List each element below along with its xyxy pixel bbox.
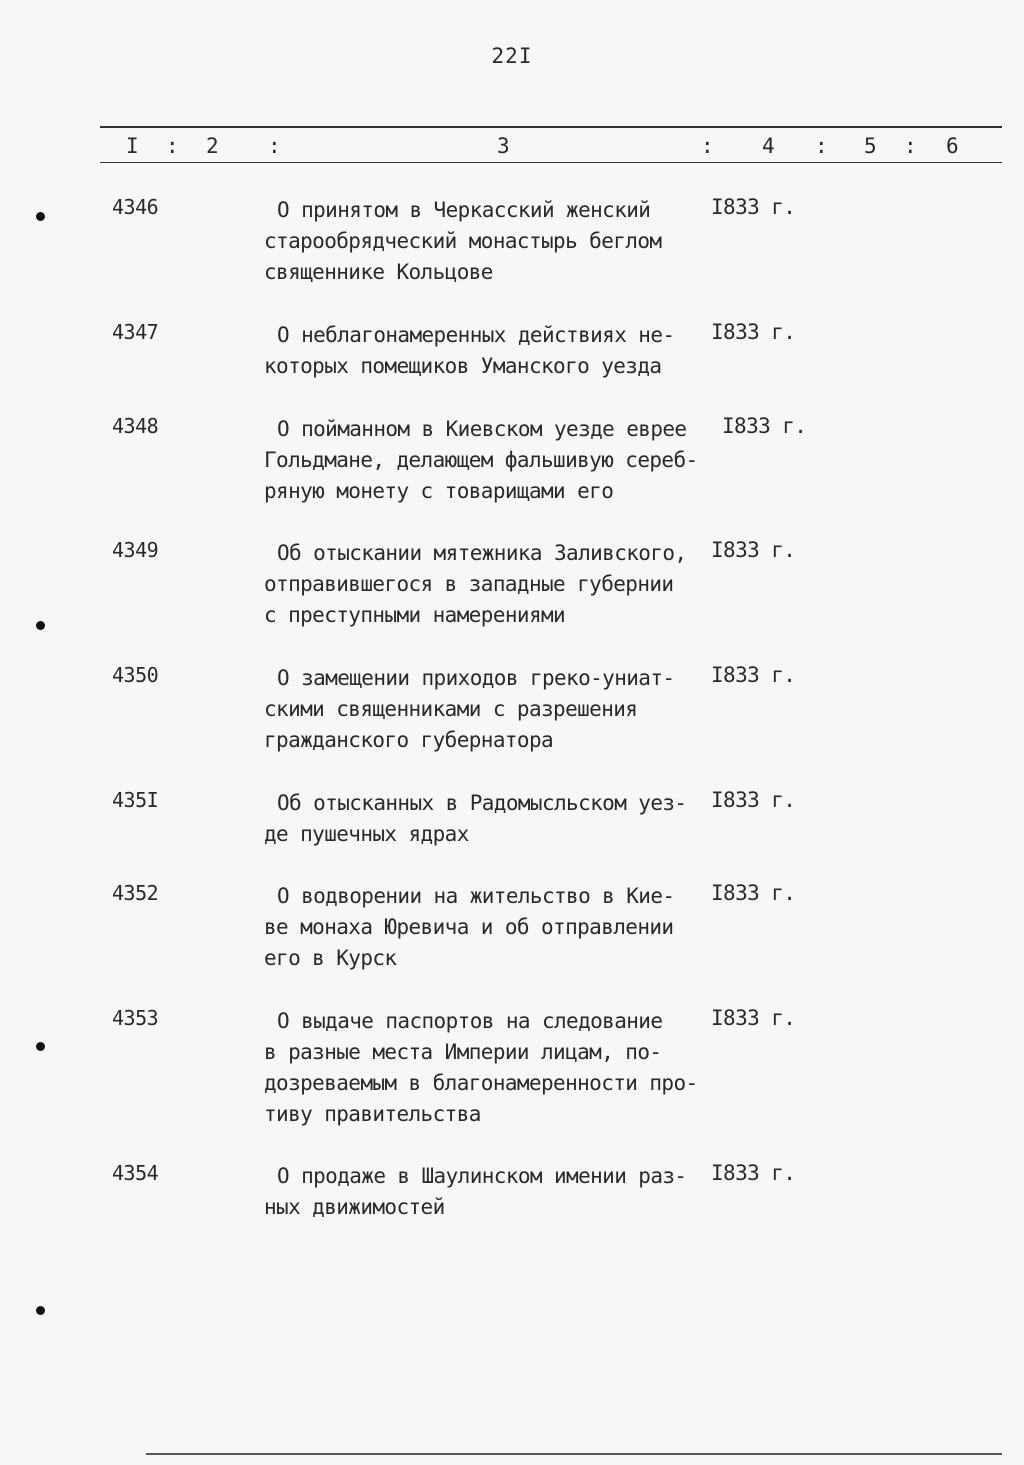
entry-line: дозреваемым в благонамеренности про- xyxy=(264,1071,698,1095)
entry-description xyxy=(264,663,724,756)
column-separator: : xyxy=(904,134,917,158)
entry-line: его в Курск xyxy=(264,946,397,970)
column-header-3: 3 xyxy=(497,134,510,158)
entry-number: 4352 xyxy=(112,881,159,905)
header-rule-top xyxy=(100,126,1002,128)
header-rule-bottom xyxy=(100,162,1002,163)
entry-number: 4346 xyxy=(112,195,159,219)
page-number: 22I xyxy=(491,44,533,68)
entry-line: в разные места Империи лицам, по- xyxy=(264,1040,662,1064)
entry-line: скими священниками с разрешения xyxy=(264,697,638,721)
entry-line: священнике Кольцове xyxy=(264,260,493,284)
column-header-1: I xyxy=(126,134,139,158)
entry-description xyxy=(264,1161,724,1223)
entry-number: 435I xyxy=(112,788,159,812)
punch-hole-mark xyxy=(36,1306,45,1315)
entry-line: которых помещиков Уманского уезда xyxy=(264,354,662,378)
entry-number: 4349 xyxy=(112,538,159,562)
entry-date: I833 г. xyxy=(711,1006,796,1030)
entry-date: I833 г. xyxy=(711,538,796,562)
column-header-4: 4 xyxy=(762,134,775,158)
entry-line: де пушечных ядрах xyxy=(264,822,469,846)
entry-date: I833 г. xyxy=(711,1161,796,1185)
entry-number: 4348 xyxy=(112,414,159,438)
punch-hole-mark xyxy=(36,621,45,630)
column-separator: : xyxy=(268,134,281,158)
entry-line: отправившегося в западные губернии xyxy=(264,572,674,596)
entry-line: тиву правительства xyxy=(264,1102,481,1126)
entry-date: I833 г. xyxy=(711,320,796,344)
column-separator: : xyxy=(701,134,714,158)
punch-hole-mark xyxy=(36,1042,45,1051)
entry-line: Об отыскании мятежника Заливского, xyxy=(277,541,687,565)
entry-line: О пойманном в Киевском уезде еврее xyxy=(277,417,687,441)
entry-description xyxy=(264,195,724,288)
entry-line: ных движимостей xyxy=(264,1195,445,1219)
entry-number: 4347 xyxy=(112,320,159,344)
entry-line: О замещении приходов греко-униат- xyxy=(277,666,675,690)
column-header-5: 5 xyxy=(864,134,877,158)
entry-line: О неблагонамеренных действиях не- xyxy=(277,323,675,347)
entry-line: О продаже в Шаулинском имении раз- xyxy=(277,1164,687,1188)
entry-description xyxy=(264,1006,724,1130)
entry-date: I833 г. xyxy=(711,788,796,812)
entry-line: О выдаче паспортов на следование xyxy=(277,1009,663,1033)
entry-description xyxy=(264,320,724,382)
column-separator: : xyxy=(166,134,179,158)
entry-line: гражданского губернатора xyxy=(264,728,554,752)
entry-description xyxy=(264,788,724,850)
page-bottom-rule xyxy=(146,1453,1002,1455)
entry-date: I833 г. xyxy=(711,663,796,687)
column-header-6: 6 xyxy=(946,134,959,158)
entry-date: I833 г. xyxy=(711,195,796,219)
column-separator: : xyxy=(815,134,828,158)
entry-line: с преступными намерениями xyxy=(264,603,566,627)
entry-number: 4353 xyxy=(112,1006,159,1030)
entry-line: Гольдмане, делающем фальшивую сереб- xyxy=(264,448,698,472)
entry-description xyxy=(264,538,724,631)
entry-number: 4354 xyxy=(112,1161,159,1185)
column-header-2: 2 xyxy=(206,134,219,158)
entry-line: ве монаха Юревича и об отправлении xyxy=(264,915,674,939)
entry-date: I833 г. xyxy=(722,414,807,438)
entry-line: ряную монету с товарищами его xyxy=(264,479,614,503)
entry-date: I833 г. xyxy=(711,881,796,905)
entry-description xyxy=(264,881,724,974)
entry-description xyxy=(264,414,724,507)
entry-line: Об отысканных в Радомысльском уез- xyxy=(277,791,687,815)
entry-line: О водворении на жительство в Кие- xyxy=(277,884,675,908)
punch-hole-mark xyxy=(36,212,45,221)
entry-number: 4350 xyxy=(112,663,159,687)
entry-line: старообрядческий монастырь беглом xyxy=(264,229,662,253)
entry-line: О принятом в Черкасский женский xyxy=(277,198,651,222)
